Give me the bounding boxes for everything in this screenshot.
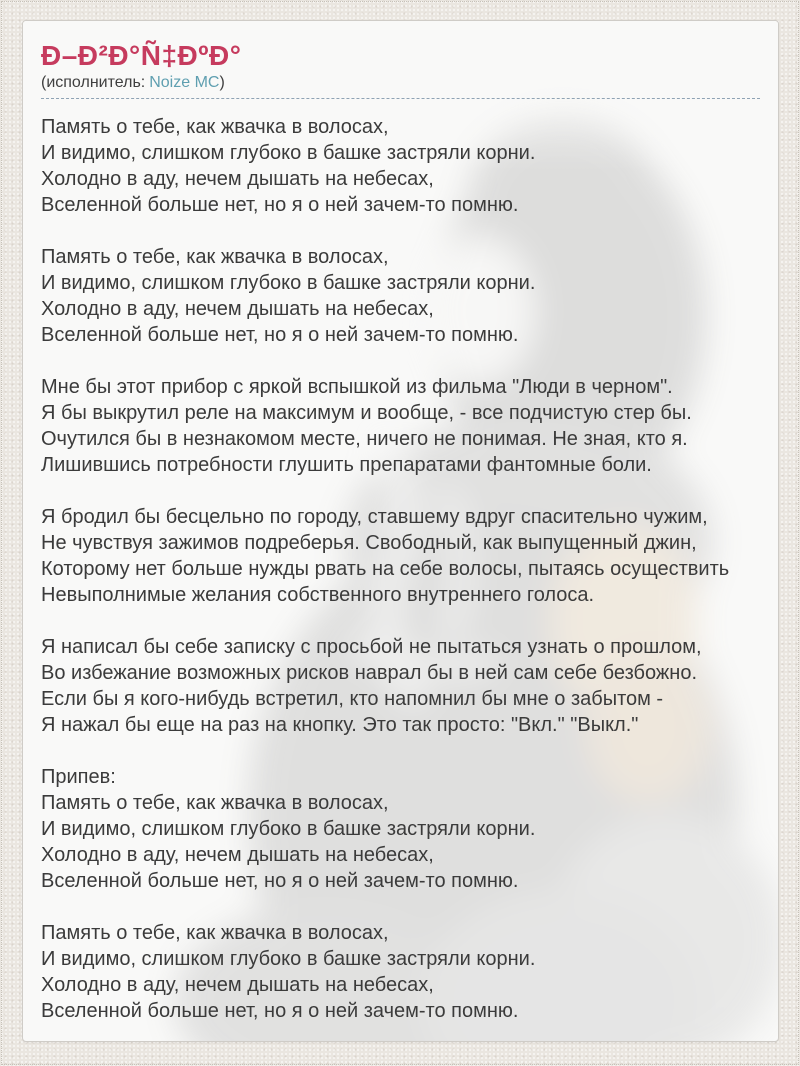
header xyxy=(41,41,760,99)
lyrics-line: И видимо, слишком глубоко в башке застряли корни. xyxy=(41,818,536,840)
lyrics-line: Во избежание возможных рисков наврал бы в ней сам себе безбожно. xyxy=(41,662,697,684)
lyrics-line: И видимо, слишком глубоко в башке застряли корни. xyxy=(41,948,536,970)
card-content xyxy=(23,21,778,1024)
lyrics-line: Вселенной больше нет, но я о ней зачем-то помню. xyxy=(41,194,519,216)
lyrics-line: Холодно в аду, нечем дышать на небесах, xyxy=(41,844,434,866)
lyrics-line: Память о тебе, как жвачка в волосах, xyxy=(41,922,389,944)
lyrics-line: Если бы я кого-нибудь встретил, кто напомнил бы мне о забытом - xyxy=(41,688,664,710)
song-title: Ð–Ð²Ð°Ñ‡ÐºÐ° xyxy=(41,40,242,71)
lyrics-card xyxy=(22,20,779,1042)
lyrics-line: Я написал бы себе записку с просьбой не пытаться узнать о прошлом, xyxy=(41,636,702,658)
lyrics-line: Очутился бы в незнакомом месте, ничего не понимая. Не зная, кто я. xyxy=(41,428,688,450)
lyrics-line: Память о тебе, как жвачка в волосах, xyxy=(41,116,389,138)
stanza xyxy=(41,634,760,738)
lyrics-text xyxy=(41,99,760,1024)
lyrics-line: Вселенной больше нет, но я о ней зачем-то помню. xyxy=(41,870,519,892)
lyrics-line: Невыполнимые желания собственного внутреннего голоса. xyxy=(41,584,595,606)
artist-link[interactable]: Noize MC xyxy=(149,74,220,91)
stanza xyxy=(41,764,760,894)
lyrics-line: И видимо, слишком глубоко в башке застряли корни. xyxy=(41,142,536,164)
lyrics-line: Я нажал бы еще на раз на кнопку. Это так просто: "Вкл." "Выкл." xyxy=(41,714,639,736)
lyrics-line: Я бы выкрутил реле на максимум и вообще, - все подчистую стер бы. xyxy=(41,402,692,424)
lyrics-line: Холодно в аду, нечем дышать на небесах, xyxy=(41,168,434,190)
performer-line xyxy=(41,73,760,99)
lyrics-line: Лишившись потребности глушить препаратами фантомные боли. xyxy=(41,454,652,476)
stanza xyxy=(41,504,760,608)
lyrics-line: Которому нет больше нужды рвать на себе волосы, пытаясь осуществить xyxy=(41,558,730,580)
lyrics-line: Холодно в аду, нечем дышать на небесах, xyxy=(41,974,434,996)
lyrics-line: Память о тебе, как жвачка в волосах, xyxy=(41,792,389,814)
lyrics-line: Мне бы этот прибор с яркой вспышкой из фильма "Люди в черном". xyxy=(41,376,673,398)
lyrics-line: Припев: xyxy=(41,766,116,788)
stanza xyxy=(41,244,760,348)
lyrics-line: Вселенной больше нет, но я о ней зачем-то помню. xyxy=(41,1000,519,1022)
stanza xyxy=(41,374,760,478)
lyrics-line: И видимо, слишком глубоко в башке застряли корни. xyxy=(41,272,536,294)
lyrics-line: Холодно в аду, нечем дышать на небесах, xyxy=(41,298,434,320)
lyrics-line: Не чувствуя зажимов подреберья. Свободный, как выпущенный джин, xyxy=(41,532,697,554)
performer-prefix: (исполнитель: xyxy=(41,74,146,91)
lyrics-line: Вселенной больше нет, но я о ней зачем-то помню. xyxy=(41,324,519,346)
stanza xyxy=(41,114,760,218)
stanza xyxy=(41,920,760,1024)
performer-suffix: ) xyxy=(219,74,225,91)
lyrics-line: Я бродил бы бесцельно по городу, ставшему вдруг спасительно чужим, xyxy=(41,506,708,528)
lyrics-line: Память о тебе, как жвачка в волосах, xyxy=(41,246,389,268)
